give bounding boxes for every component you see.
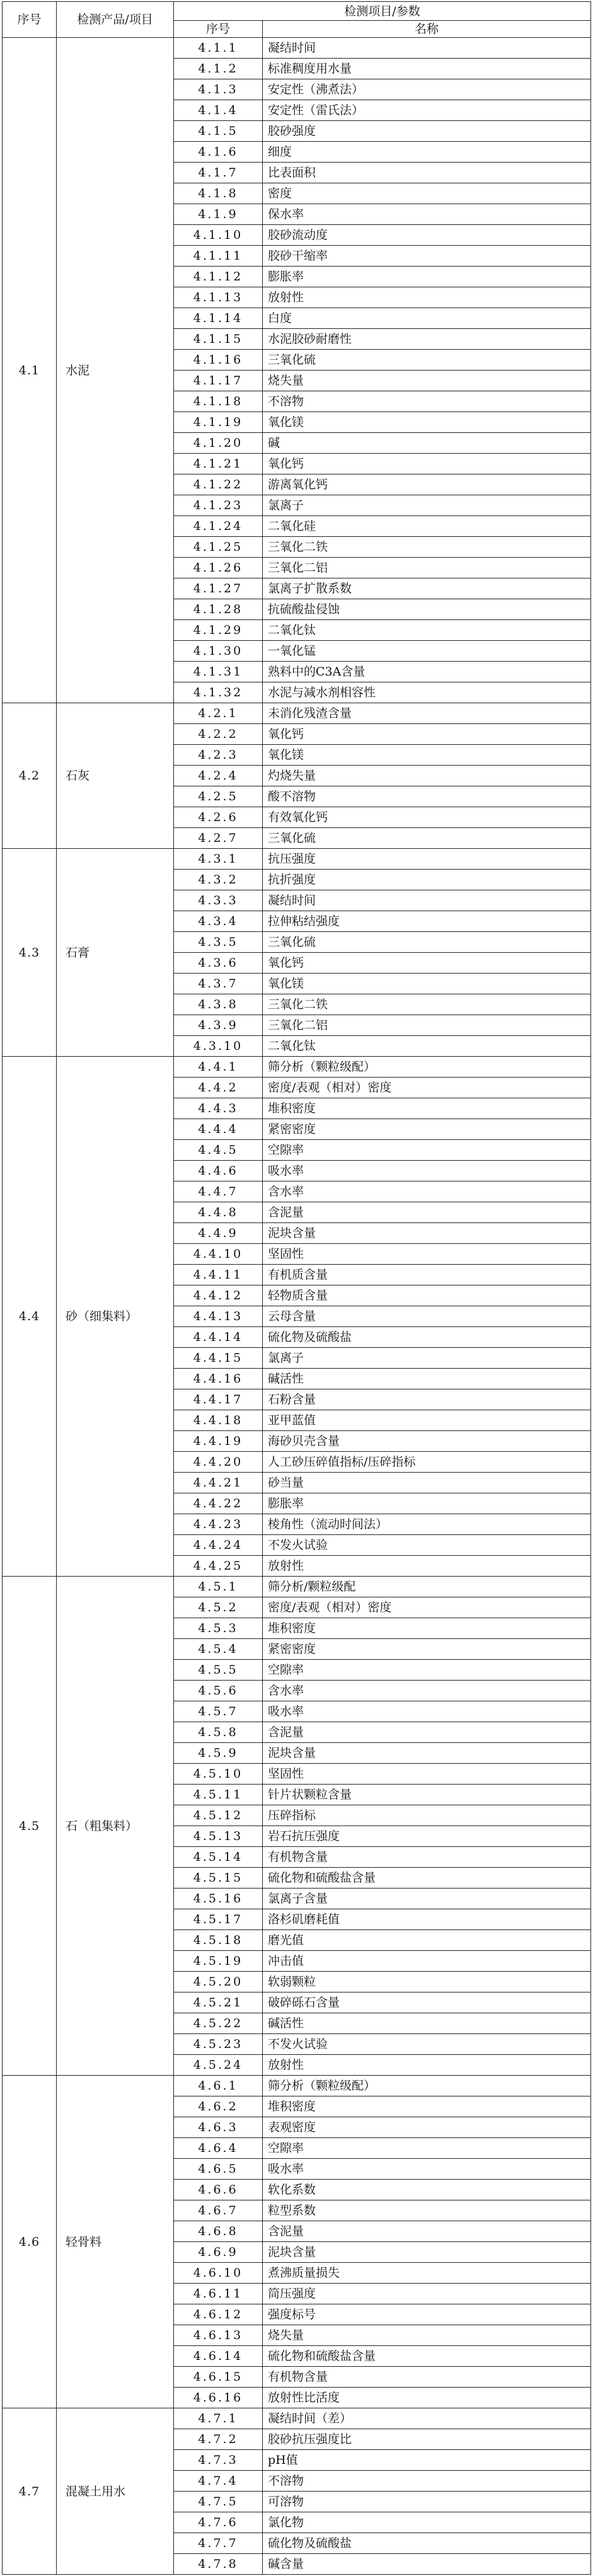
inspection-parameter-table: [2, 1, 591, 2575]
param-name-cell: 不发火试验: [263, 1535, 591, 1556]
param-number-cell: 4.4.3: [174, 1098, 263, 1119]
param-number-cell: 4.6.10: [174, 2263, 263, 2284]
param-number-cell: 4.4.13: [174, 1306, 263, 1327]
param-name-cell: 三氧化二铁: [263, 994, 591, 1015]
param-number-cell: 4.5.19: [174, 1951, 263, 1972]
param-name-cell: 堆积密度: [263, 2096, 591, 2117]
param-number-cell: 4.4.21: [174, 1473, 263, 1493]
param-number-cell: 4.6.5: [174, 2159, 263, 2180]
param-number-cell: 4.3.10: [174, 1036, 263, 1057]
param-number-cell: 4.3.8: [174, 994, 263, 1015]
header-param-seq: 序号: [174, 21, 263, 38]
param-number-cell: 4.1.15: [174, 329, 263, 350]
param-name-cell: 人工砂压碎值指标/压碎指标: [263, 1452, 591, 1473]
param-number-cell: 4.3.9: [174, 1015, 263, 1036]
param-number-cell: 4.3.6: [174, 953, 263, 974]
param-number-cell: 4.2.5: [174, 786, 263, 807]
param-name-cell: 氧化钙: [263, 454, 591, 474]
param-name-cell: 氧化钙: [263, 953, 591, 974]
param-name-cell: 紧密密度: [263, 1639, 591, 1660]
param-name-cell: 碱含量: [263, 2554, 591, 2575]
param-number-cell: 4.1.3: [174, 79, 263, 100]
param-name-cell: 泥块含量: [263, 1223, 591, 1244]
param-name-cell: 安定性（雷氏法）: [263, 100, 591, 121]
param-name-cell: 碱活性: [263, 1369, 591, 1389]
param-name-cell: 堆积密度: [263, 1098, 591, 1119]
header-param-name: 名称: [263, 21, 591, 38]
param-number-cell: 4.1.26: [174, 558, 263, 578]
param-number-cell: 4.5.4: [174, 1639, 263, 1660]
param-name-cell: 熟料中的C3A含量: [263, 662, 591, 682]
param-number-cell: 4.7.7: [174, 2533, 263, 2554]
param-number-cell: 4.1.23: [174, 495, 263, 516]
param-name-cell: 烧失量: [263, 371, 591, 391]
param-name-cell: 软弱颗粒: [263, 1972, 591, 1992]
param-number-cell: 4.4.8: [174, 1202, 263, 1223]
param-number-cell: 4.1.19: [174, 412, 263, 433]
param-name-cell: 氧化镁: [263, 745, 591, 766]
table-row: [3, 1577, 591, 1597]
param-number-cell: 4.1.32: [174, 682, 263, 703]
param-number-cell: 4.1.12: [174, 267, 263, 287]
param-name-cell: 三氧化硫: [263, 828, 591, 849]
header-row-1: [3, 2, 591, 21]
param-name-cell: 含水率: [263, 1681, 591, 1701]
param-number-cell: 4.5.17: [174, 1909, 263, 1930]
param-number-cell: 4.2.6: [174, 807, 263, 828]
param-number-cell: 4.6.6: [174, 2180, 263, 2200]
group-product-cell: 混凝土用水: [57, 2408, 174, 2575]
param-name-cell: 硫化物及硫酸盐: [263, 2533, 591, 2554]
param-number-cell: 4.7.2: [174, 2429, 263, 2450]
param-number-cell: 4.5.20: [174, 1972, 263, 1992]
param-name-cell: 密度: [263, 183, 591, 204]
param-number-cell: 4.7.3: [174, 2450, 263, 2471]
group-seq-cell: 4.4: [3, 1057, 57, 1577]
param-number-cell: 4.5.22: [174, 2013, 263, 2034]
param-number-cell: 4.5.6: [174, 1681, 263, 1701]
param-number-cell: 4.1.31: [174, 662, 263, 682]
param-name-cell: 灼烧失量: [263, 766, 591, 786]
group-product-cell: 轻骨料: [57, 2076, 174, 2408]
param-number-cell: 4.7.6: [174, 2512, 263, 2533]
param-name-cell: 氯离子: [263, 495, 591, 516]
param-number-cell: 4.5.10: [174, 1764, 263, 1785]
param-name-cell: 煮沸质量损失: [263, 2263, 591, 2284]
group-seq-cell: 4.3: [3, 849, 57, 1057]
group-seq-cell: 4.7: [3, 2408, 57, 2575]
param-number-cell: 4.6.12: [174, 2304, 263, 2325]
param-number-cell: 4.6.16: [174, 2388, 263, 2408]
param-number-cell: 4.5.3: [174, 1618, 263, 1639]
param-number-cell: 4.5.5: [174, 1660, 263, 1681]
param-name-cell: 放射性: [263, 287, 591, 308]
param-name-cell: 放射性: [263, 1556, 591, 1577]
param-number-cell: 4.6.14: [174, 2346, 263, 2367]
param-name-cell: 二氧化硅: [263, 516, 591, 537]
param-name-cell: 白度: [263, 308, 591, 329]
param-name-cell: 紧密密度: [263, 1119, 591, 1140]
header-params: 检测项目/参数: [174, 2, 591, 21]
param-number-cell: 4.1.21: [174, 454, 263, 474]
param-number-cell: 4.4.14: [174, 1327, 263, 1348]
param-number-cell: 4.3.5: [174, 932, 263, 953]
group-product-cell: 石灰: [57, 703, 174, 849]
param-name-cell: 表观密度: [263, 2117, 591, 2138]
param-name-cell: 放射性比活度: [263, 2388, 591, 2408]
param-name-cell: 保水率: [263, 204, 591, 225]
param-name-cell: 洛杉矶磨耗值: [263, 1909, 591, 1930]
param-name-cell: 碱活性: [263, 2013, 591, 2034]
table-row: [3, 2076, 591, 2096]
param-number-cell: 4.1.27: [174, 578, 263, 599]
param-number-cell: 4.7.8: [174, 2554, 263, 2575]
param-name-cell: 筛分析（颗粒级配）: [263, 1057, 591, 1078]
param-name-cell: 筛分析/颗粒级配: [263, 1577, 591, 1597]
param-number-cell: 4.1.25: [174, 537, 263, 558]
param-number-cell: 4.3.4: [174, 911, 263, 932]
param-name-cell: 三氧化二铝: [263, 558, 591, 578]
param-name-cell: 抗压强度: [263, 849, 591, 870]
param-name-cell: 氯离子: [263, 1348, 591, 1369]
param-name-cell: 密度/表观（相对）密度: [263, 1597, 591, 1618]
param-name-cell: 可溶物: [263, 2492, 591, 2512]
param-name-cell: 轻物质含量: [263, 1285, 591, 1306]
param-number-cell: 4.1.2: [174, 59, 263, 79]
param-number-cell: 4.6.9: [174, 2242, 263, 2263]
param-number-cell: 4.4.12: [174, 1285, 263, 1306]
param-name-cell: 氯化物: [263, 2512, 591, 2533]
param-name-cell: 酸不溶物: [263, 786, 591, 807]
param-name-cell: 胶砂抗压强度比: [263, 2429, 591, 2450]
param-name-cell: 胶砂流动度: [263, 225, 591, 246]
param-name-cell: 冲击值: [263, 1951, 591, 1972]
param-number-cell: 4.5.1: [174, 1577, 263, 1597]
param-name-cell: 有机物含量: [263, 1847, 591, 1868]
param-number-cell: 4.3.1: [174, 849, 263, 870]
param-name-cell: 三氧化二铁: [263, 537, 591, 558]
param-number-cell: 4.1.7: [174, 163, 263, 183]
param-number-cell: 4.4.5: [174, 1140, 263, 1161]
table-row: [3, 703, 591, 724]
param-number-cell: 4.3.7: [174, 974, 263, 994]
param-name-cell: 细度: [263, 142, 591, 163]
param-name-cell: 压碎指标: [263, 1805, 591, 1826]
param-number-cell: 4.3.3: [174, 890, 263, 911]
param-number-cell: 4.1.9: [174, 204, 263, 225]
param-number-cell: 4.4.25: [174, 1556, 263, 1577]
param-name-cell: 含泥量: [263, 2221, 591, 2242]
param-name-cell: 云母含量: [263, 1306, 591, 1327]
param-name-cell: 密度/表观（相对）密度: [263, 1078, 591, 1098]
group-seq-cell: 4.6: [3, 2076, 57, 2408]
param-name-cell: 胶砂强度: [263, 121, 591, 142]
param-name-cell: 泥块含量: [263, 2242, 591, 2263]
param-number-cell: 4.1.20: [174, 433, 263, 454]
param-name-cell: 含水率: [263, 1182, 591, 1202]
param-number-cell: 4.6.3: [174, 2117, 263, 2138]
param-number-cell: 4.3.2: [174, 870, 263, 890]
param-name-cell: 硫化物和硫酸盐含量: [263, 1868, 591, 1889]
param-name-cell: 比表面积: [263, 163, 591, 183]
param-number-cell: 4.1.30: [174, 641, 263, 662]
param-number-cell: 4.6.4: [174, 2138, 263, 2159]
param-name-cell: 含泥量: [263, 1202, 591, 1223]
param-number-cell: 4.1.14: [174, 308, 263, 329]
param-name-cell: 砂当量: [263, 1473, 591, 1493]
param-number-cell: 4.4.10: [174, 1244, 263, 1265]
param-number-cell: 4.5.15: [174, 1868, 263, 1889]
param-name-cell: 堆积密度: [263, 1618, 591, 1639]
param-number-cell: 4.1.1: [174, 38, 263, 59]
param-number-cell: 4.5.7: [174, 1701, 263, 1722]
param-number-cell: 4.4.22: [174, 1493, 263, 1514]
param-name-cell: 凝结时间: [263, 890, 591, 911]
param-number-cell: 4.4.9: [174, 1223, 263, 1244]
param-name-cell: 安定性（沸煮法）: [263, 79, 591, 100]
group-seq-cell: 4.2: [3, 703, 57, 849]
table-row: [3, 38, 591, 59]
table-row: [3, 849, 591, 870]
param-number-cell: 4.6.1: [174, 2076, 263, 2096]
param-name-cell: 硫化物和硫酸盐含量: [263, 2346, 591, 2367]
table-row: [3, 2408, 591, 2429]
param-number-cell: 4.4.6: [174, 1161, 263, 1182]
param-name-cell: 抗硫酸盐侵蚀: [263, 599, 591, 620]
param-name-cell: 海砂贝壳含量: [263, 1431, 591, 1452]
param-number-cell: 4.2.3: [174, 745, 263, 766]
param-name-cell: 抗折强度: [263, 870, 591, 890]
param-number-cell: 4.2.7: [174, 828, 263, 849]
param-number-cell: 4.5.12: [174, 1805, 263, 1826]
param-number-cell: 4.1.4: [174, 100, 263, 121]
param-name-cell: 软化系数: [263, 2180, 591, 2200]
param-number-cell: 4.4.1: [174, 1057, 263, 1078]
param-number-cell: 4.1.13: [174, 287, 263, 308]
param-number-cell: 4.1.17: [174, 371, 263, 391]
param-number-cell: 4.2.4: [174, 766, 263, 786]
param-name-cell: 粒型系数: [263, 2200, 591, 2221]
param-number-cell: 4.1.5: [174, 121, 263, 142]
param-name-cell: 碱: [263, 433, 591, 454]
param-name-cell: 二氧化钛: [263, 1036, 591, 1057]
param-number-cell: 4.5.11: [174, 1785, 263, 1805]
param-number-cell: 4.5.18: [174, 1930, 263, 1951]
param-number-cell: 4.1.6: [174, 142, 263, 163]
param-name-cell: 三氧化硫: [263, 932, 591, 953]
param-name-cell: 空隙率: [263, 1140, 591, 1161]
param-number-cell: 4.7.4: [174, 2471, 263, 2492]
param-name-cell: 含泥量: [263, 1722, 591, 1743]
param-number-cell: 4.6.13: [174, 2325, 263, 2346]
param-number-cell: 4.6.8: [174, 2221, 263, 2242]
param-name-cell: 不发火试验: [263, 2034, 591, 2055]
param-name-cell: 坚固性: [263, 1244, 591, 1265]
param-name-cell: 胶砂干缩率: [263, 246, 591, 267]
param-name-cell: 拉伸粘结强度: [263, 911, 591, 932]
param-name-cell: 筛分析（颗粒级配）: [263, 2076, 591, 2096]
param-number-cell: 4.5.16: [174, 1889, 263, 1909]
group-product-cell: 砂（细集料）: [57, 1057, 174, 1577]
param-name-cell: 吸水率: [263, 2159, 591, 2180]
param-name-cell: 氧化镁: [263, 974, 591, 994]
param-number-cell: 4.6.7: [174, 2200, 263, 2221]
param-number-cell: 4.1.11: [174, 246, 263, 267]
param-name-cell: 氧化镁: [263, 412, 591, 433]
header-seq: 序号: [3, 2, 57, 38]
param-number-cell: 4.4.11: [174, 1265, 263, 1285]
param-number-cell: 4.4.7: [174, 1182, 263, 1202]
param-name-cell: 石粉含量: [263, 1389, 591, 1410]
param-number-cell: 4.5.2: [174, 1597, 263, 1618]
header-product: 检测产品/项目: [57, 2, 174, 38]
param-name-cell: 磨光值: [263, 1930, 591, 1951]
param-name-cell: 水泥胶砂耐磨性: [263, 329, 591, 350]
param-number-cell: 4.5.9: [174, 1743, 263, 1764]
param-name-cell: 有效氧化钙: [263, 807, 591, 828]
table-row: [3, 1057, 591, 1078]
param-number-cell: 4.4.16: [174, 1369, 263, 1389]
param-name-cell: 空隙率: [263, 2138, 591, 2159]
param-number-cell: 4.4.23: [174, 1514, 263, 1535]
param-number-cell: 4.4.19: [174, 1431, 263, 1452]
param-number-cell: 4.2.2: [174, 724, 263, 745]
param-name-cell: 坚固性: [263, 1764, 591, 1785]
param-name-cell: 亚甲蓝值: [263, 1410, 591, 1431]
param-name-cell: 有机质含量: [263, 1265, 591, 1285]
param-number-cell: 4.7.5: [174, 2492, 263, 2512]
param-number-cell: 4.6.15: [174, 2367, 263, 2388]
param-number-cell: 4.4.20: [174, 1452, 263, 1473]
param-number-cell: 4.5.8: [174, 1722, 263, 1743]
param-name-cell: 放射性: [263, 2055, 591, 2076]
group-product-cell: 石膏: [57, 849, 174, 1057]
param-number-cell: 4.1.28: [174, 599, 263, 620]
param-name-cell: 氯离子扩散系数: [263, 578, 591, 599]
param-number-cell: 4.1.8: [174, 183, 263, 204]
group-product-cell: 水泥: [57, 38, 174, 703]
param-name-cell: 标准稠度用水量: [263, 59, 591, 79]
param-number-cell: 4.5.13: [174, 1826, 263, 1847]
param-number-cell: 4.4.15: [174, 1348, 263, 1369]
param-number-cell: 4.5.24: [174, 2055, 263, 2076]
param-number-cell: 4.4.2: [174, 1078, 263, 1098]
param-name-cell: 三氧化硫: [263, 350, 591, 371]
table-body: [3, 38, 591, 2575]
param-number-cell: 4.6.2: [174, 2096, 263, 2117]
param-number-cell: 4.4.4: [174, 1119, 263, 1140]
param-name-cell: 空隙率: [263, 1660, 591, 1681]
param-name-cell: 不溶物: [263, 391, 591, 412]
param-name-cell: 膨胀率: [263, 1493, 591, 1514]
param-name-cell: 游离氧化钙: [263, 474, 591, 495]
param-number-cell: 4.4.17: [174, 1389, 263, 1410]
param-number-cell: 4.1.24: [174, 516, 263, 537]
param-number-cell: 4.1.18: [174, 391, 263, 412]
param-number-cell: 4.2.1: [174, 703, 263, 724]
param-name-cell: 水泥与减水剂相容性: [263, 682, 591, 703]
param-name-cell: 氯离子含量: [263, 1889, 591, 1909]
param-number-cell: 4.1.29: [174, 620, 263, 641]
param-name-cell: 凝结时间（差）: [263, 2408, 591, 2429]
param-number-cell: 4.5.21: [174, 1992, 263, 2013]
group-product-cell: 石（粗集料）: [57, 1577, 174, 2076]
param-name-cell: 凝结时间: [263, 38, 591, 59]
param-name-cell: 岩石抗压强度: [263, 1826, 591, 1847]
group-seq-cell: 4.1: [3, 38, 57, 703]
param-number-cell: 4.4.24: [174, 1535, 263, 1556]
param-number-cell: 4.5.14: [174, 1847, 263, 1868]
param-number-cell: 4.1.22: [174, 474, 263, 495]
param-name-cell: 吸水率: [263, 1161, 591, 1182]
param-number-cell: 4.1.16: [174, 350, 263, 371]
param-name-cell: 烧失量: [263, 2325, 591, 2346]
param-name-cell: 吸水率: [263, 1701, 591, 1722]
param-number-cell: 4.4.18: [174, 1410, 263, 1431]
param-name-cell: 硫化物及硫酸盐: [263, 1327, 591, 1348]
param-name-cell: 氧化钙: [263, 724, 591, 745]
param-name-cell: 棱角性（流动时间法）: [263, 1514, 591, 1535]
param-number-cell: 4.5.23: [174, 2034, 263, 2055]
param-name-cell: 强度标号: [263, 2304, 591, 2325]
param-name-cell: 二氧化钛: [263, 620, 591, 641]
param-name-cell: 膨胀率: [263, 267, 591, 287]
param-number-cell: 4.7.1: [174, 2408, 263, 2429]
param-name-cell: 破碎砾石含量: [263, 1992, 591, 2013]
param-name-cell: 泥块含量: [263, 1743, 591, 1764]
param-name-cell: 一氧化锰: [263, 641, 591, 662]
param-number-cell: 4.6.11: [174, 2284, 263, 2304]
param-name-cell: 未消化残渣含量: [263, 703, 591, 724]
param-number-cell: 4.1.10: [174, 225, 263, 246]
param-name-cell: 有机物含量: [263, 2367, 591, 2388]
param-name-cell: 筒压强度: [263, 2284, 591, 2304]
param-name-cell: 不溶物: [263, 2471, 591, 2492]
param-name-cell: 针片状颗粒含量: [263, 1785, 591, 1805]
param-name-cell: 三氧化二铝: [263, 1015, 591, 1036]
param-name-cell: pH值: [263, 2450, 591, 2471]
group-seq-cell: 4.5: [3, 1577, 57, 2076]
